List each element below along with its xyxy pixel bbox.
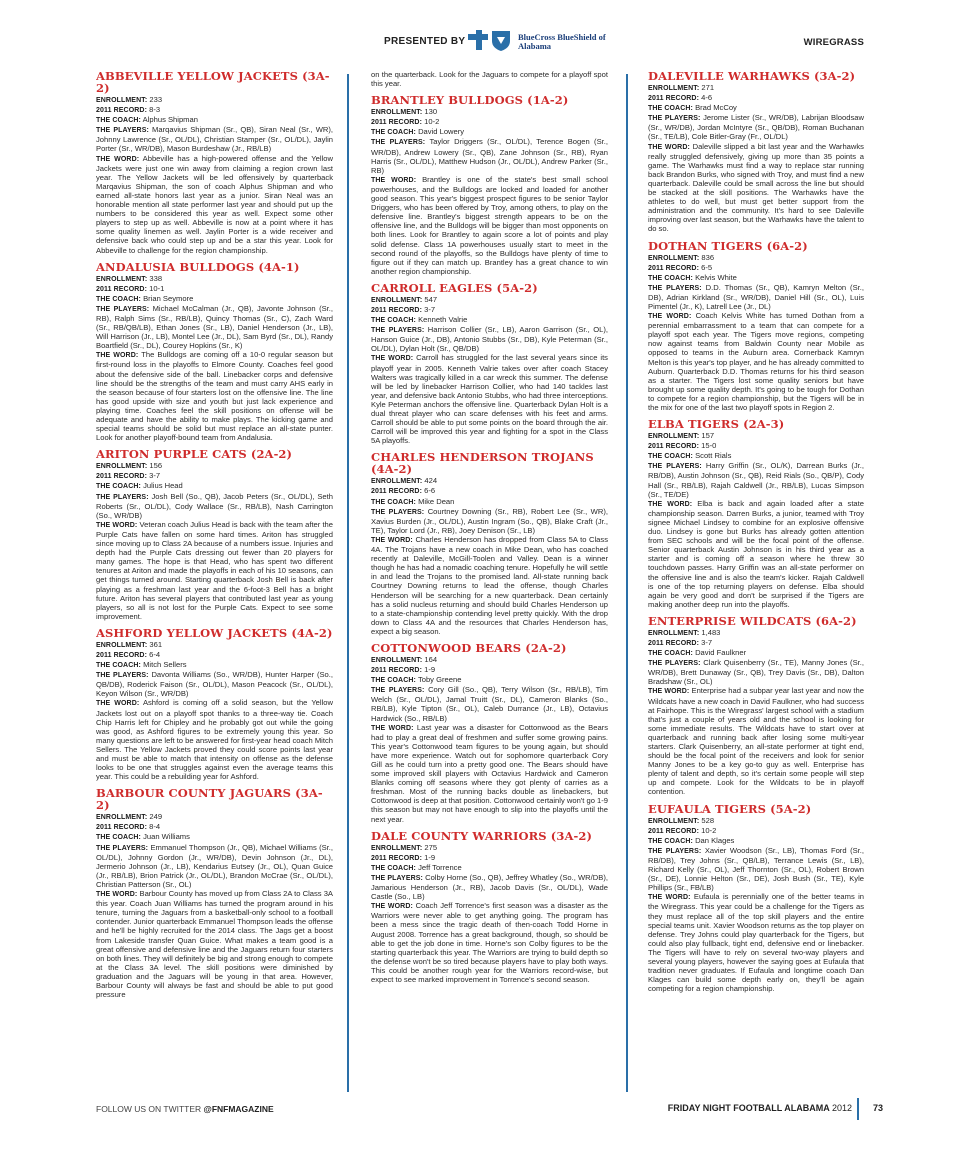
- team-word: [371, 353, 608, 445]
- record-label: 2011 RECORD:: [648, 264, 699, 272]
- team-players: [648, 658, 864, 686]
- team-record: [96, 822, 333, 832]
- record-label: 2011 RECORD:: [648, 95, 699, 103]
- team-players: [96, 125, 333, 153]
- players-value: Courtney Downing (Sr., RB), Robert Lee (Sr., WR), Xavius Burden (Jr., OL/DL), Austin Ingram (So., QB), Blake Craft (Jr., TE), Taylor Lord (Jr., RB), Joey Denison (Sr., LB): [371, 506, 608, 535]
- enrollment-label: ENROLLMENT:: [96, 97, 148, 104]
- column-divider: [626, 74, 628, 1092]
- record-label: 2011 RECORD:: [371, 488, 422, 496]
- enrollment-value: 233: [149, 95, 163, 104]
- team-enrollment: [648, 83, 864, 93]
- team-word: [648, 311, 864, 412]
- team-name: DALE COUNTY WARRIORS (3A-2): [371, 828, 592, 843]
- team-name: ABBEVILLE YELLOW JACKETS (3A-2): [96, 70, 330, 95]
- players-label: THE PLAYERS:: [648, 847, 702, 855]
- players-label: THE PLAYERS:: [648, 463, 702, 471]
- sponsor-name: BlueCross BlueShield of Alabama: [518, 32, 606, 51]
- word-value: Last year was a disaster for Cottonwood as the Bears had to play a great deal of freshmen and suffer some growing pains. This year's Cottonwood team figures to be young again, but should have more experience. Watch out for sophomore quarterback Cory Gill as he could turn into a pretty good one. The Bears should have some improved skill players with Octavius Hardwick and Cameron Blanks coming off seasons where they got plenty of carries as a freshman. Most of the running backs double as linebackers, but Cottonwood is deep at that position. Cottonwood certainly won't go 1-9 this season but may not have enough to slip into the playoffs until the next year.: [371, 722, 608, 824]
- players-value: D.D. Thomas (Sr., QB), Kamryn Melton (Sr., DB), Adrian Kirkland (Sr., WR/DB), Daniel Hill (Sr., OL), Luis Pimentel (Jr., K), Latrell Lee (Jr., DL): [648, 282, 864, 311]
- word-label: THE WORD:: [371, 355, 414, 363]
- team-enrollment: [648, 628, 864, 638]
- enrollment-value: 338: [149, 273, 163, 283]
- record-label: 2011 RECORD:: [371, 667, 422, 675]
- record-value: 3-7: [424, 304, 436, 314]
- team-profile: [371, 94, 608, 276]
- enrollment-value: 1,483: [701, 627, 721, 637]
- team-enrollment: [371, 107, 608, 117]
- team-coach: [648, 103, 864, 113]
- record-label: 2011 RECORD:: [96, 107, 147, 115]
- word-label: THE WORD:: [96, 891, 138, 899]
- players-label: THE PLAYERS:: [371, 874, 423, 882]
- record-label: 2011 RECORD:: [371, 306, 422, 314]
- players-label: THE PLAYERS:: [96, 493, 149, 501]
- team-players: [371, 685, 608, 722]
- enrollment-label: ENROLLMENT:: [371, 296, 423, 304]
- record-label: 2011 RECORD:: [96, 285, 147, 293]
- enrollment-value: 275: [424, 842, 438, 852]
- players-label: THE PLAYERS:: [648, 115, 701, 123]
- team-word: [96, 698, 333, 781]
- enrollment-label: ENROLLMENT:: [648, 85, 700, 92]
- team-players: [96, 843, 333, 889]
- enrollment-value: 528: [701, 815, 715, 825]
- coach-label: THE COACH:: [648, 650, 693, 658]
- team-word: [648, 142, 864, 234]
- team-coach: [648, 451, 864, 461]
- team-players: [96, 670, 333, 698]
- word-value: Veteran coach Julius Head is back with the team after the Purple Cats have fallen on some hard times. Ariton has struggled since moving up to Class 2A because of a numbers issue. Injuries and depth had the Purple Cats dressing out fewer than 20 players for many games. The hope is that Head, who has spent two different tenures at Ariton and made the playoffs in each of his 10 seasons, can get things turned around. Starting quarterback Josh Bell is back after playing as a freshman last year and the 6-foot-3 Bell has a bright future. Ariton has several players that contributed last year as young players, so all is not lost for the Purple Cats. Expect to see some improvement.: [96, 519, 333, 621]
- team-coach: [96, 660, 333, 670]
- coach-label: THE COACH:: [371, 864, 416, 872]
- record-label: 2011 RECORD:: [371, 854, 422, 862]
- team-enrollment: [371, 655, 608, 665]
- players-value: Jerome Lister (Sr., WR/DB), Labrijan Bloodsaw (Sr., WR/DB), Jordan McIntyre (Sr., QB/DB), Roman Buchanan (Sr., TE/LB), Cole Bitler-Gray (Fr., OL/DL): [648, 113, 864, 142]
- coach-label: THE COACH:: [648, 453, 693, 461]
- coach-value: Mitch Sellers: [143, 660, 187, 670]
- players-value: Harry Griffin (Sr., OL/K), Darrean Burks (Jr., RB/DB), Austin Johnson (Sr., QB), Reid Rials (So., QB/P), Cody Hall (Sr., RB/LB), Rajah Caldwell (Jr., RB/LB), Lucas Simpson (Sr., TE/DE): [648, 461, 864, 499]
- team-profile: [648, 418, 864, 609]
- record-value: 10-2: [424, 117, 440, 127]
- record-label: 2011 RECORD:: [648, 827, 699, 835]
- team-word: [96, 154, 333, 255]
- publication-name: FRIDAY NIGHT FOOTBALL ALABAMA: [667, 1103, 830, 1113]
- team-word: [371, 723, 608, 824]
- coach-label: THE COACH:: [96, 662, 141, 670]
- team-record: [648, 93, 864, 103]
- team-profile: [96, 261, 333, 443]
- coach-value: Kenneth Valrie: [418, 315, 468, 325]
- enrollment-label: ENROLLMENT:: [648, 817, 700, 825]
- players-value: Marqavius Shipman (Sr., QB), Siran Neal (Sr., WR), Johnny Lawrence (Sr., OL/DL), Christian Stamper (Sr., OL/DL), Jaylin Porter (Sr., WR/DB), Mason Burdeshaw (Jr., RB/LB): [96, 125, 333, 154]
- team-coach: [371, 497, 608, 507]
- column-3: [648, 70, 864, 1092]
- team-record: [371, 665, 608, 675]
- team-name: ENTERPRISE WILDCATS (6A-2): [648, 613, 857, 628]
- enrollment-label: ENROLLMENT:: [648, 433, 700, 441]
- record-value: 3-7: [149, 471, 161, 481]
- team-profile: [96, 70, 333, 255]
- team-enrollment: [371, 843, 608, 853]
- coach-value: Toby Greene: [417, 675, 462, 685]
- team-coach: [96, 481, 333, 491]
- team-name: EUFAULA TIGERS (5A-2): [648, 801, 812, 816]
- bluecross-blueshield-logo-icon: [466, 30, 514, 52]
- team-name: ASHFORD YELLOW JACKETS (4A-2): [96, 625, 333, 640]
- record-label: 2011 RECORD:: [371, 119, 422, 127]
- team-record: [648, 263, 864, 273]
- team-players: [648, 283, 864, 311]
- twitter-handle: @FNFMAGAZINE: [203, 1104, 274, 1114]
- enrollment-value: 164: [424, 654, 438, 664]
- team-coach: [648, 273, 864, 283]
- enrollment-value: 836: [701, 252, 715, 262]
- team-players: [96, 304, 333, 350]
- team-record: [648, 826, 864, 836]
- record-value: 6-6: [424, 486, 436, 496]
- word-value: Enterprise had a subpar year last year and now the Wildcats have a new coach in David Faulkner, who had success at Fairhope. This is the Wiregrass' largest school with a stadium that's just a couple of years old and the school is looking for some immediate results. The Wildcats have to start over at quarterback and running back after losing some multi-year starters. Clark Quisenberry, an all-state performer at tight end, should be the focal point of the receivers and look for senior Manny Jones to be a key go-to guy as well. Enterprise has plenty of talent and depth, so it's certain some people will step up and compete. Look for the Wildcats to be in playoff contention.: [648, 686, 864, 797]
- page-number-divider: [857, 1098, 859, 1120]
- word-label: THE WORD:: [648, 500, 693, 508]
- team-players: [371, 137, 608, 174]
- team-profile: [371, 282, 608, 446]
- team-profile: [648, 615, 864, 797]
- team-record: [371, 486, 608, 496]
- word-label: THE WORD:: [371, 176, 417, 184]
- word-label: THE WORD:: [648, 688, 690, 696]
- team-record: [96, 105, 333, 115]
- team-players: [371, 507, 608, 535]
- players-value: Colby Horne (So., QB), Jeffrey Whatley (So., WR/DB), Jamarious Henderson (Jr., RB), Jacob Davis (Sr., OL/DL), Wade Castle (So., LB): [371, 872, 608, 902]
- enrollment-label: ENROLLMENT:: [371, 478, 423, 486]
- team-name: ANDALUSIA BULLDOGS (4A-1): [96, 259, 300, 274]
- word-label: THE WORD:: [371, 536, 413, 544]
- players-label: THE PLAYERS:: [648, 660, 701, 668]
- record-value: 15-0: [701, 441, 717, 451]
- team-record: [371, 117, 608, 127]
- team-enrollment: [96, 95, 333, 105]
- team-profile: [371, 642, 608, 824]
- record-label: 2011 RECORD:: [96, 824, 147, 832]
- team-players: [648, 461, 864, 498]
- record-value: 10-1: [149, 283, 165, 293]
- word-value: Carroll has struggled for the last several years since its playoff year in 2005. Kenneth Valrie takes over after coach Stacey Walters was tragically killed in a car wreck this summer. The defense will be led by linebacker Harrison Collier, who had 140 tackles last year, and defensive back Antonio Stubbs, who had three interceptions. Kyle Peterman anchors the offensive line. Quarterback Dylan Holt is a dual threat player who can scare defenses with his feet and arms. Carroll should be able to put some points on the board through the air. Carroll will be improved this year and fighting for a spot in the Class 5A playoffs.: [371, 353, 608, 446]
- coach-value: Dan Klages: [695, 835, 735, 845]
- enrollment-label: ENROLLMENT:: [371, 109, 423, 117]
- team-coach: [371, 675, 608, 685]
- team-word: [96, 889, 333, 999]
- follow-prefix: FOLLOW US ON TWITTER: [96, 1104, 202, 1114]
- record-value: 8-3: [149, 105, 161, 115]
- record-value: 8-4: [149, 822, 161, 832]
- column-2: [371, 70, 608, 1092]
- team-enrollment: [648, 253, 864, 263]
- word-label: THE WORD:: [371, 903, 413, 911]
- team-profile: [648, 803, 864, 994]
- coach-value: Kelvis White: [695, 272, 737, 282]
- coach-label: THE COACH:: [96, 483, 141, 491]
- team-name: BARBOUR COUNTY JAGUARS (3A-2): [96, 786, 323, 813]
- team-players: [96, 492, 333, 520]
- team-coach: [371, 315, 608, 325]
- page-number: 73: [873, 1103, 884, 1113]
- coach-label: THE COACH:: [371, 129, 416, 137]
- publication-year: 2012: [831, 1103, 852, 1113]
- team-name: DALEVILLE WARHAWKS (3A-2): [648, 70, 856, 83]
- team-word: [371, 901, 608, 984]
- enrollment-value: 361: [149, 639, 163, 649]
- team-name: CARROLL EAGLES (5A-2): [371, 280, 538, 295]
- column-divider: [347, 74, 349, 1092]
- record-value: 6-5: [701, 262, 713, 272]
- coach-label: THE COACH:: [371, 677, 416, 685]
- team-profile: [96, 448, 333, 621]
- word-label: THE WORD:: [96, 700, 140, 708]
- team-word: [96, 350, 333, 442]
- team-players: [648, 846, 864, 892]
- enrollment-value: 424: [424, 476, 438, 486]
- word-value: Abbeville has a high-powered offense and the Yellow Jackets were just one win away from claiming a region crown last year. The Yellow Jackets will be led offensively by quarterback Marqavius Shipman, the son of coach Alphus Shipman and who earned all-state honors last year as a junior. Siran Neal was an honorable mention all state performer last year and should put up the numbers to be considered this year as well. Expect some other players to step up as well. Abbeville is now at a point where it has some quality linemen as well. Jaylin Porter is a wide receiver and defensive back who could step up and be a star this year. Look for Abbeville to challenge for the region championship.: [96, 153, 333, 255]
- coach-value: Juan Williams: [143, 832, 190, 842]
- coach-label: THE COACH:: [371, 498, 416, 506]
- coach-label: THE COACH:: [648, 274, 693, 282]
- word-value: Brantley is one of the state's best small school powerhouses, and the Bulldogs are locked and loaded for another good season. This year's biggest prospect figures to be senior Taylor Driggers, who has been offered by Troy, among others, to play on the defensive line. Brantley's biggest strength appears to be on the offensive line, and the Bulldogs will be bigger than most opponents on both lines. Look for Brantley to again score a lot of points and play solid defense. Class 1A powerhouses usually start to meet in the second round of the playoffs, so the Bulldogs have plenty of time to figure out if they can match up. Brantley has a great chance to win another region championship.: [371, 174, 608, 276]
- record-value: 1-9: [424, 852, 436, 862]
- team-name: DOTHAN TIGERS (6A-2): [648, 238, 808, 253]
- team-coach: [371, 863, 608, 873]
- coach-value: Brian Seymore: [143, 293, 194, 303]
- team-coach: [648, 836, 864, 846]
- team-word: [648, 892, 864, 993]
- team-name: ELBA TIGERS (2A-3): [648, 417, 785, 432]
- coach-label: THE COACH:: [96, 295, 141, 303]
- team-enrollment: [96, 812, 333, 822]
- coach-label: THE COACH:: [648, 837, 693, 845]
- continued-text: on the quarterback. Look for the Jaguars to compete for a playoff spot this year.: [371, 70, 608, 89]
- word-value: Barbour County has moved up from Class 2A to Class 3A this year. Coach Juan Williams has turned the program around in his tenure, turning the Jaguars from a basketball-only school to a football contender. Junior quarterback Emmanuel Thompson leads the offense and he'll be highly recruited for the 2014 class. The Jags get a boost from Lakeside transfer Quan Guice. What makes a team good is a great offensive and defensive line and the Jaguars return four starters on both lines. They will definitely be big and strong enough to compete at the Class 3A level. The skill positions were diminished by graduation and the Jaguars will be young in that area. However, Barbour County will always be fast and should be able to put good pressure: [96, 889, 333, 1000]
- team-profile: [648, 70, 864, 234]
- record-value: 3-7: [701, 637, 713, 647]
- coach-value: Julius Head: [143, 481, 183, 491]
- enrollment-value: 249: [149, 812, 163, 822]
- word-value: Daleville slipped a bit last year and the Warhawks really struggled defensively, giving up more than 35 points a game. The Warhawks must find a way to replace star running back Brandon Burks, who signed with Troy, and must find a new quarterback. Daleville could be small across the line but should be stacked at the skill positions. The Warhawks have the athletes to do well, but must get better support from the administration and the community. It's hard to see Daleville improving over last season, but the Warhawks have the talent to do so.: [648, 141, 864, 234]
- record-value: 6-4: [149, 649, 161, 659]
- coach-label: THE COACH:: [96, 117, 141, 125]
- team-record: [96, 650, 333, 660]
- team-enrollment: [96, 461, 333, 471]
- section-title: WIREGRASS: [803, 37, 864, 48]
- players-label: THE PLAYERS:: [96, 844, 149, 852]
- word-value: Charles Henderson has dropped from Class 5A to Class 4A. The Trojans have a new coach in Mike Dean, who has coached recently at Daleville, McGill-Toolen and Valley. Dean is a winner though he has had a nomadic coaching tenure. Hopefully he will settle in and lead the Trojans to the promised land. All-state running back Courtney Downing returns to lead the offense, though Charles Henderson will be searching for a new quarterback. Dean certainly has a solid nucleus returning and should build Charles Henderson up to a state-championship contending level pretty quickly. With the drop down to Class 4A and the resources that Charles Henderson has, expect a big season.: [371, 534, 608, 636]
- players-label: THE PLAYERS:: [371, 327, 425, 335]
- team-enrollment: [648, 431, 864, 441]
- players-value: Michael McCalman (Jr., QB), Javonte Johnson (Sr., RB), Ralph Sims (Sr., RB/LB), Quincy Thomas (Sr., C), Zach Ward (Sr., RB/QB/LB), Ethan Jones (Sr., LB), Daniel Henderson (Jr., LB), Will Harrison (Jr., LB), Montel Lee (Jr., DL), Sam Byrd (Sr., DL), Randy Boartfield (Sr., DL), Courey Hopkins (Sr., K): [96, 303, 333, 351]
- players-value: Harrison Collier (Sr., LB), Aaron Garrison (Sr., OL), Hanson Guice (Jr., DB), Antonio Stubbs (Sr., DB), Kyle Peterman (Sr., OL/DL), Dylan Holt (Sr., QB/DB): [371, 325, 608, 354]
- enrollment-value: 156: [149, 461, 163, 471]
- coach-value: Brad McCoy: [695, 103, 737, 113]
- record-label: 2011 RECORD:: [648, 639, 699, 647]
- enrollment-value: 157: [701, 431, 715, 441]
- team-profile: [648, 240, 864, 413]
- team-coach: [96, 115, 333, 125]
- column-1: [96, 70, 333, 1092]
- team-players: [371, 325, 608, 353]
- record-value: 10-2: [701, 825, 717, 835]
- team-record: [648, 638, 864, 648]
- word-value: Eufaula is perennially one of the better teams in the Wiregrass. This year could be a challenge for the Tigers as they must replace all of the top skill players and the entire special teams unit. Xavier Woodson returns as the top player on defense. Trey Johns could play quarterback for the Tigers, but could also play fullback, tight end, defensive end or linebacker. The Tigers will have to rely on several two-way players and several young players, however the saying goes at Eufaula that tradition never graduates. If Eufaula and longtime coach Dan Klages can build some depth early on, they'll be again competing for a region championship.: [648, 892, 864, 994]
- enrollment-label: ENROLLMENT:: [96, 641, 148, 649]
- players-label: THE PLAYERS:: [96, 127, 149, 135]
- team-word: [96, 520, 333, 621]
- team-record: [96, 471, 333, 481]
- players-value: Xavier Woodson (Sr., LB), Thomas Ford (Sr., RB/DB), Trey Johns (Sr., QB/LB), Terrance Lewis (Sr., LB), Richard Kelly (Sr., OL), Jeff Thornton (Sr., OL), Robert Brown (Sr., DE), Lonnie Helton (Sr., DE), Josh Bush (Sr., TE), Kyle Phillips (Sr., FB/LB): [648, 845, 864, 893]
- players-value: Emmanuel Thompson (Jr., QB), Michael Williams (Sr., OL/DL), Johnny Gordon (Jr., WR/DB), Devin Johnson (Jr., DL), Jermerio Johnson (Jr., LB), Kendarius Eutsey (Jr., OL), Quan Guice (Jr., RB/LB), Brion Patrick (Jr., OL/DL), Brandon McCrae (Sr., OL/DL), Christian Patterson (Sr., OL): [96, 842, 333, 889]
- team-word: [648, 686, 864, 796]
- record-label: 2011 RECORD:: [648, 443, 699, 451]
- publication-credit: [668, 1103, 852, 1113]
- enrollment-value: 547: [424, 294, 438, 304]
- coach-value: Mike Dean: [418, 496, 455, 506]
- team-enrollment: [371, 295, 608, 305]
- enrollment-label: ENROLLMENT:: [96, 275, 148, 283]
- players-label: THE PLAYERS:: [371, 139, 426, 147]
- coach-value: Jeff Torrence: [418, 862, 462, 872]
- players-label: THE PLAYERS:: [371, 508, 425, 516]
- team-profile: [371, 451, 608, 636]
- record-value: 1-9: [424, 665, 436, 675]
- team-word: [371, 175, 608, 276]
- team-name: BRANTLEY BULLDOGS (1A-2): [371, 93, 569, 108]
- players-label: THE PLAYERS:: [648, 284, 702, 292]
- record-value: 4-6: [701, 93, 713, 103]
- word-label: THE WORD:: [96, 352, 139, 360]
- team-name: COTTONWOOD BEARS (2A-2): [371, 640, 567, 655]
- team-players: [648, 113, 864, 141]
- word-value: Elba is back and again loaded after a state championship season. Darren Burks, a junior, teamed with Troy signee Michael Lindsey to combine for an explosive offensive duo. Lindsey is gone but Burks has already gotten attention from SEC schools and will be the focal point of the offense. Senior quarterback Austin Johnson is in his third year as a starter and is coming off a season where he threw 30 touchdown passes. Harry Griffin was an all-state performer on the offensive line and is also the team's kicker. Rajah Caldwell is one of the top returning players on defense. Elba should again be very good and don't be surprised if the Tigers are making another deep run into the playoffs.: [648, 498, 864, 609]
- team-coach: [648, 648, 864, 658]
- team-name: CHARLES HENDERSON TROJANS (4A-2): [371, 450, 594, 477]
- coach-label: THE COACH:: [96, 834, 141, 842]
- word-value: Coach Kelvis White has turned Dothan from a perennial embarrassment to a team that can compete for a playoff spot each year. The Tigers move regions, competing now against teams from Baldwin County near Mobile as opposed to teams in the Auburn area. Cornerback Kamryn Melton is this year's top player, and he has already committed to Auburn. Quarterback D.D. Thomas returns for his third season as a starter. The Tigers lost some quality seniors but have brought up some quality depth. It's going to be tough for Dothan to compete for a region championship, but the Tigers will be in the mix for one of the last two playoff spots in Region 2.: [648, 311, 864, 412]
- enrollment-value: 271: [701, 83, 715, 92]
- players-value: Cory Gill (So., QB), Terry Wilson (Sr., RB/LB), Tim Welch (Sr., OL/DL), Jamal Truitt (Sr., DL), Cameron Blanks (So., RB/LB), Kyle Tipton (Sr., OL), Caleb Durrance (Jr., LB), Octavius Hardwick (So., RB/LB): [371, 685, 608, 723]
- players-label: THE PLAYERS:: [96, 672, 149, 680]
- page-footer: [0, 1098, 960, 1120]
- coach-label: THE COACH:: [648, 105, 693, 113]
- team-enrollment: [96, 640, 333, 650]
- enrollment-label: ENROLLMENT:: [371, 844, 423, 852]
- players-value: Josh Bell (So., QB), Jacob Peters (Sr., OL/DL), Seth Roberts (Sr., OL/DL), Cody Wallace (Sr., RB/LB), Nash Carrington (So., WR/DB): [96, 491, 333, 520]
- players-value: Clark Quisenberry (Sr., TE), Manny Jones (Sr., WR/DB), Brett Dunaway (Sr., QB), Trey Davis (Sr., DB), Dalton Bradshaw (Sr., OL): [648, 658, 864, 687]
- coach-value: Alphus Shipman: [142, 115, 198, 125]
- team-coach: [96, 832, 333, 842]
- enrollment-label: ENROLLMENT:: [96, 463, 148, 471]
- team-coach: [96, 294, 333, 304]
- twitter-follow: [96, 1104, 274, 1114]
- presented-by-label: PRESENTED BY: [384, 36, 466, 47]
- team-players: [371, 873, 608, 901]
- word-value: Ashford is coming off a solid season, but the Yellow Jackets lost out on a playoff spot thanks to a three-way tie. Coach Chip Harris left for Chipley and he probably got out while the going was good, as Ashford figures to be extremely young this year. So many questions are left to be answered for first-year head coach Mitch Sellers. The Yellow Jackets proved they could score points last year and must be able to match that intensity on offense as the defense looks to be one that struggles against even the average teams this year. This could be a rebuilding year for Ashford.: [96, 698, 333, 782]
- coach-label: THE COACH:: [371, 317, 416, 325]
- coach-value: Scott Rials: [695, 451, 732, 461]
- word-label: THE WORD:: [371, 724, 414, 732]
- team-profile: [96, 787, 333, 999]
- record-label: 2011 RECORD:: [96, 473, 147, 481]
- team-profile: [371, 830, 608, 984]
- team-enrollment: [371, 476, 608, 486]
- enrollment-label: ENROLLMENT:: [96, 814, 148, 822]
- team-record: [648, 441, 864, 451]
- players-label: THE PLAYERS:: [371, 687, 425, 695]
- players-value: Davonta Williams (So., WR/DB), Hunter Harper (So., QB/DB), Roderick Faison (Sr., OL/DL), Mason Peacock (Sr., OL/DL), Keyon Wilson (Sr., WR/DB): [96, 670, 333, 699]
- enrollment-label: ENROLLMENT:: [371, 656, 423, 664]
- team-name: ARITON PURPLE CATS (2A-2): [96, 447, 293, 462]
- word-value: The Bulldogs are coming off a 10-0 regular season but first-round loss in the playoffs to Elmore County. Coaches feel good about the defensive side of the ball. Linebacker corps and defensive line should be the strengths of the team and must carry AHS early in the season because of four starters lost on the offensive line. The line has good upside with size and youth but just lack experience and playing time. Coaches feel the skill positions on offense will be adequate and have the ability to make plays. The kicking game and special teams should be solid but must replace an all-state punter. Look for another playoff-bound team from Andalusia.: [96, 350, 333, 443]
- enrollment-label: ENROLLMENT:: [648, 254, 700, 262]
- word-label: THE WORD:: [96, 155, 140, 163]
- players-label: THE PLAYERS:: [96, 305, 150, 313]
- team-record: [371, 853, 608, 863]
- coach-value: David Faulkner: [695, 648, 747, 658]
- enrollment-label: ENROLLMENT:: [648, 629, 700, 637]
- record-label: 2011 RECORD:: [96, 651, 147, 659]
- team-word: [648, 499, 864, 609]
- coach-value: David Lowery: [418, 127, 465, 137]
- team-profile: [96, 627, 333, 781]
- word-label: THE WORD:: [96, 521, 138, 529]
- word-label: THE WORD:: [648, 894, 691, 902]
- team-coach: [371, 127, 608, 137]
- word-label: THE WORD:: [648, 143, 690, 151]
- team-enrollment: [648, 816, 864, 826]
- team-record: [96, 284, 333, 294]
- team-enrollment: [96, 274, 333, 284]
- enrollment-value: 130: [424, 107, 438, 117]
- word-value: Coach Jeff Torrence's first season was a disaster as the Warriors were never able to get anything going. The program has been a mess since the tragic death of then-coach Todd Horne in August 2008. Torrence has a great background, though, so should be able to get the job done in time. Horne's son Colby figures to be the starting quarterback this year. The Warriors are trying to build depth so the defense won't be so tired because players have to play both ways. This could be another rough year for the Warriors record-wise, but expect to see marked improvement in Torrence's second season.: [371, 901, 608, 984]
- players-value: Taylor Driggers (Sr., OL/DL), Terence Bogen (Sr., WR/DB), Andrew Lowery (Sr., QB), Zane Johnson (Sr., RB), Ryan Harris (Sr., OL/DL), Matthew Hudson (Jr., OL/DL), Andrew Parker (Sr., RB): [371, 137, 608, 175]
- word-label: THE WORD:: [648, 313, 692, 321]
- page-header: [0, 30, 960, 54]
- team-word: [371, 535, 608, 636]
- team-record: [371, 305, 608, 315]
